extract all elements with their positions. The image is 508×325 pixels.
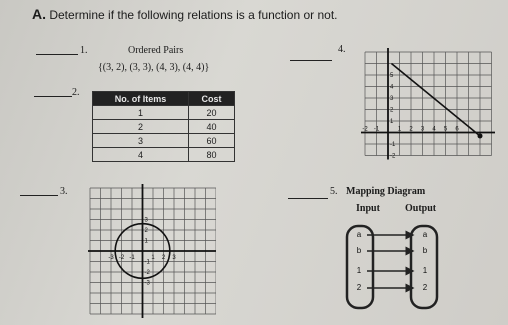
x-tick-label: 3 — [420, 126, 425, 133]
table-row — [93, 134, 235, 148]
table-row — [93, 120, 235, 134]
y-tick-label: 2 — [390, 107, 394, 114]
y-tick-label: 1 — [144, 238, 148, 245]
y-tick-label: -1 — [390, 142, 396, 148]
answer-blank-2[interactable] — [34, 96, 72, 97]
x-tick-label: 4 — [432, 126, 436, 133]
x-tick-label: 2 — [161, 255, 166, 261]
y-tick-label: 2 — [144, 228, 148, 234]
x-tick-label: -1 — [129, 255, 135, 261]
column-header: No. of Items — [93, 92, 189, 106]
column-header: Cost — [189, 92, 235, 106]
mapping-title: Mapping Diagram — [346, 186, 426, 197]
mapping-input-item: a — [356, 230, 362, 239]
x-tick-label: -3 — [108, 255, 114, 261]
problem-number-3: 3. — [60, 186, 68, 197]
answer-blank-5[interactable] — [288, 198, 328, 199]
mapping-input-item: b — [356, 246, 362, 255]
table-cell: 40 — [189, 120, 235, 134]
y-tick-label: 5 — [390, 73, 394, 79]
relation-line — [391, 64, 480, 136]
mapping-input-item: 2 — [356, 283, 362, 292]
line-endpoint — [478, 133, 483, 138]
graph3-grid — [88, 184, 216, 318]
y-tick-label: 1 — [390, 119, 394, 125]
answer-blank-4[interactable] — [290, 60, 332, 61]
graph4-grid — [361, 48, 495, 160]
answer-blank-1[interactable] — [36, 54, 78, 55]
y-tick-label: 3 — [390, 96, 394, 102]
mapping-output-item: 2 — [422, 283, 428, 292]
y-tick-label: -2 — [390, 153, 396, 160]
relation-table — [92, 91, 235, 162]
input-label: Input — [356, 203, 380, 214]
table-cell: 1 — [93, 106, 189, 120]
circle-graph-3 — [86, 182, 216, 322]
table-cell: 20 — [189, 106, 235, 120]
x-tick-label: 2 — [409, 126, 413, 133]
instruction-line — [32, 6, 338, 22]
table-cell: 60 — [189, 134, 235, 148]
table-cell: 80 — [189, 148, 235, 162]
mapping-output-item: a — [422, 230, 428, 239]
table-row — [93, 148, 235, 162]
output-label: Output — [405, 203, 437, 214]
line-graph-4 — [355, 48, 495, 163]
table-row — [93, 106, 235, 120]
problem-number-1: 1. — [80, 45, 88, 56]
mapping-output-item: b — [422, 246, 428, 255]
x-tick-label: 1 — [151, 255, 155, 261]
problem-number-4: 4. — [338, 44, 346, 55]
table-cell: 2 — [93, 120, 189, 134]
answer-blank-3[interactable] — [20, 195, 58, 196]
mapping-output-item: 1 — [422, 266, 428, 275]
instruction-text: Determine if the following relations is a function or not. — [49, 8, 338, 22]
y-tick-label: -1 — [144, 259, 150, 266]
table-header-row — [93, 92, 235, 106]
x-tick-label: 6 — [455, 126, 459, 133]
y-tick-label: 3 — [144, 217, 148, 224]
ordered-pairs-set: {(3, 2), (3, 3), (4, 3), (4, 4)} — [98, 62, 210, 73]
table-cell: 4 — [93, 148, 189, 162]
x-tick-label: -2 — [118, 255, 125, 261]
table-cell: 3 — [93, 134, 189, 148]
y-tick-label: 4 — [390, 84, 394, 91]
mapping-input-item: 1 — [356, 266, 362, 275]
x-tick-label: -1 — [373, 126, 380, 133]
x-tick-label: 3 — [172, 255, 176, 261]
mapping-diagram — [345, 218, 455, 318]
x-tick-label: -2 — [362, 126, 368, 133]
x-tick-label: 5 — [443, 126, 448, 133]
x-tick-label: 1 — [397, 126, 402, 133]
problem-number-2: 2. — [72, 87, 80, 98]
y-tick-label: -3 — [144, 280, 150, 287]
ordered-pairs-label: Ordered Pairs — [128, 45, 184, 56]
y-tick-label: -2 — [144, 270, 150, 276]
section-letter: A. — [32, 6, 46, 22]
problem-number-5: 5. — [330, 186, 338, 197]
